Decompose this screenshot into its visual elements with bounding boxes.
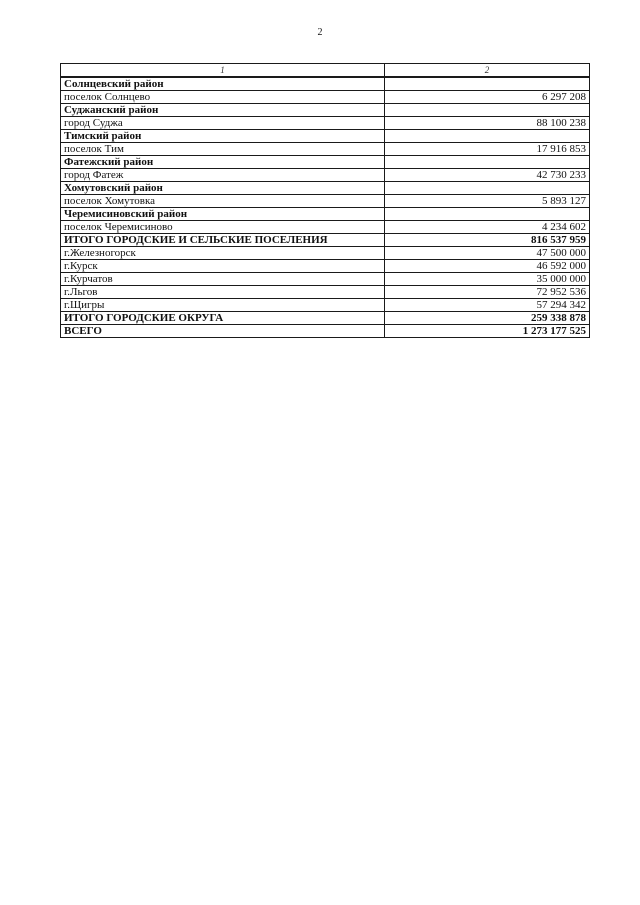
municipality-name: город Суджа: [61, 117, 385, 130]
municipality-name: г.Льгов: [61, 286, 385, 299]
table-row: [61, 208, 590, 221]
column-header-2: 2: [385, 64, 590, 78]
table-row: [61, 286, 590, 299]
amount-value: 42 730 233: [385, 169, 590, 182]
municipality-name: поселок Черемисиново: [61, 221, 385, 234]
section-label: Суджанский район: [61, 104, 385, 117]
table-row: [61, 234, 590, 247]
section-label: Фатежский район: [61, 156, 385, 169]
amount-value: [385, 208, 590, 221]
amount-value: 35 000 000: [385, 273, 590, 286]
amount-value: 1 273 177 525: [385, 325, 590, 338]
page-number: 2: [317, 27, 323, 38]
section-label: ИТОГО ГОРОДСКИЕ И СЕЛЬСКИЕ ПОСЕЛЕНИЯ: [61, 234, 385, 247]
table-body: [61, 77, 590, 338]
amount-value: [385, 130, 590, 143]
amount-value: 47 500 000: [385, 247, 590, 260]
amount-value: 72 952 536: [385, 286, 590, 299]
table-row: [61, 91, 590, 104]
table-row: [61, 77, 590, 91]
municipality-name: поселок Хомутовка: [61, 195, 385, 208]
budget-table: [60, 63, 590, 338]
header-row: [61, 64, 590, 78]
table-row: [61, 117, 590, 130]
municipality-name: город Фатеж: [61, 169, 385, 182]
table-row: [61, 221, 590, 234]
amount-value: [385, 77, 590, 91]
table-row: [61, 325, 590, 338]
amount-value: 816 537 959: [385, 234, 590, 247]
table-row: [61, 130, 590, 143]
municipality-name: г.Курск: [61, 260, 385, 273]
table-row: [61, 312, 590, 325]
section-label: Тимский район: [61, 130, 385, 143]
municipality-name: г.Щигры: [61, 299, 385, 312]
table-row: [61, 195, 590, 208]
table-row: [61, 299, 590, 312]
table-row: [61, 247, 590, 260]
amount-value: 17 916 853: [385, 143, 590, 156]
municipality-name: поселок Тим: [61, 143, 385, 156]
amount-value: 88 100 238: [385, 117, 590, 130]
section-label: Солнцевский район: [61, 77, 385, 91]
column-header-1: 1: [61, 64, 385, 78]
table-header: [61, 64, 590, 78]
table-row: [61, 182, 590, 195]
table-row: [61, 273, 590, 286]
municipality-name: поселок Солнцево: [61, 91, 385, 104]
amount-value: [385, 104, 590, 117]
amount-value: 6 297 208: [385, 91, 590, 104]
amount-value: 57 294 342: [385, 299, 590, 312]
municipality-name: г.Курчатов: [61, 273, 385, 286]
table-row: [61, 169, 590, 182]
amount-value: [385, 156, 590, 169]
section-label: ИТОГО ГОРОДСКИЕ ОКРУГА: [61, 312, 385, 325]
section-label: ВСЕГО: [61, 325, 385, 338]
section-label: Хомутовский район: [61, 182, 385, 195]
amount-value: 4 234 602: [385, 221, 590, 234]
amount-value: 46 592 000: [385, 260, 590, 273]
table-row: [61, 104, 590, 117]
amount-value: [385, 182, 590, 195]
amount-value: 5 893 127: [385, 195, 590, 208]
table-row: [61, 260, 590, 273]
table-row: [61, 143, 590, 156]
section-label: Черемисиновский район: [61, 208, 385, 221]
municipality-name: г.Железногорск: [61, 247, 385, 260]
amount-value: 259 338 878: [385, 312, 590, 325]
table-row: [61, 156, 590, 169]
